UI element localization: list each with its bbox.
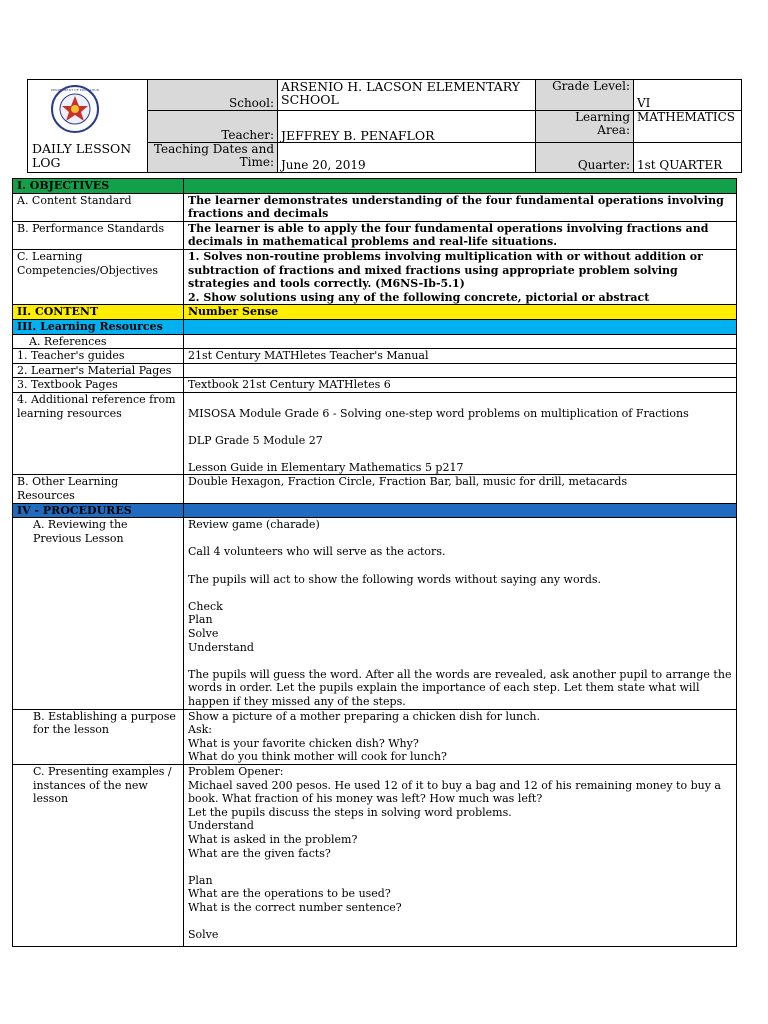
daily-lesson-log-title: DAILY LESSON LOG — [32, 141, 132, 170]
procedure-a-line: Solve — [188, 627, 219, 640]
additional-reference-label: 4. Additional reference from learning resources — [13, 392, 184, 475]
procedure-a-line: The pupils will act to show the following words without saying any words. — [188, 572, 602, 586]
dates-label: Teaching Dates and Time: — [148, 143, 278, 173]
content-standard-label: A. Content Standard — [13, 193, 184, 221]
learners-materials-label: 2. Learner's Material Pages — [13, 363, 184, 378]
procedure-c-line: Understand — [188, 819, 254, 833]
deped-seal-icon — [50, 84, 100, 134]
performance-standard-row — [13, 221, 737, 249]
procedure-c-line: What is asked in the problem? — [188, 832, 358, 846]
procedure-a-line: The pupils will guess the word. After all the words are revealed, ask another pupil to arrange the words in order. Let the pupils explain the importance of each step. Let them state what will happen if they missed any of the steps. — [188, 667, 732, 708]
performance-standard-text: The learner is able to apply the four fundamental operations involving fractions and decimals in mathematical problems and real-life situations. — [184, 221, 737, 249]
competencies-label: C. Learning Competencies/Objectives — [13, 249, 184, 304]
objectives-heading: I. OBJECTIVES — [13, 179, 184, 194]
header-table — [27, 79, 742, 173]
additional-reference-1: MISOSA Module Grade 6 - Solving one-step word problems on multiplication of Fractions — [188, 406, 689, 420]
procedure-c-line: Let the pupils discuss the steps in solving word problems. — [188, 805, 512, 819]
procedure-a-line: Plan — [188, 613, 213, 627]
other-resources-value: Double Hexagon, Fraction Circle, Fraction Bar, ball, music for drill, metacards — [184, 475, 737, 503]
competencies-row — [13, 249, 737, 304]
content-standard-text: The learner demonstrates understanding of the four fundamental operations involving fractions and decimals — [184, 193, 737, 221]
procedure-c-line: Solve — [188, 928, 219, 942]
procedure-a-label: A. Reviewing the Previous Lesson — [13, 518, 184, 709]
competency-2: 2. Show solutions using any of the following concrete, pictorial or abstract — [188, 290, 650, 304]
learning-area-label: Learning Area: — [536, 111, 634, 143]
performance-standard-label: B. Performance Standards — [13, 221, 184, 249]
procedures-heading: IV - PROCEDURES — [13, 503, 184, 518]
quarter-label: Quarter: — [536, 143, 634, 173]
additional-reference-2: DLP Grade 5 Module 27 — [188, 433, 323, 447]
procedure-a-row — [13, 518, 737, 709]
learning-area-value: MATHEMATICS — [634, 111, 742, 143]
lesson-log-table — [12, 178, 737, 947]
other-resources-label: B. Other Learning Resources — [13, 475, 184, 503]
school-label: School: — [148, 80, 278, 111]
textbook-row — [13, 378, 737, 393]
teachers-guides-value: 21st Century MATHletes Teacher's Manual — [184, 349, 737, 364]
content-heading: II. CONTENT — [13, 305, 184, 320]
learners-materials-row — [13, 363, 737, 378]
procedure-a-line: Check — [188, 599, 223, 613]
procedure-c-line: Michael saved 200 pesos. He used 12 of it to buy a bag and 12 of his remaining money to buy a book. What fraction of his money was left? How much was left? — [188, 778, 721, 806]
procedure-b-row — [13, 709, 737, 764]
dates-value: June 20, 2019 — [278, 143, 536, 173]
procedure-c-row — [13, 764, 737, 946]
content-value: Number Sense — [184, 305, 737, 320]
grade-value: VI — [634, 80, 742, 111]
teacher-label: Teacher: — [148, 111, 278, 143]
teacher-value: JEFFREY B. PENAFLOR — [278, 111, 536, 143]
textbook-label: 3. Textbook Pages — [13, 378, 184, 393]
header-logo-cell — [28, 80, 148, 173]
seal-lettering: DEPARTMENT OF EDUCATION — [50, 88, 100, 92]
procedure-b-line: What is your favorite chicken dish? Why? — [188, 736, 419, 750]
resources-heading: III. Learning Resources — [13, 319, 184, 334]
procedure-c-line: What are the operations to be used? — [188, 887, 391, 901]
procedure-a-line: Call 4 volunteers who will serve as the actors. — [188, 545, 446, 559]
procedure-a-line: Review game (charade) — [188, 518, 320, 532]
grade-label: Grade Level: — [536, 80, 634, 111]
content-standard-row — [13, 193, 737, 221]
procedure-c-line: What are the given facts? — [188, 846, 331, 860]
teachers-guides-row — [13, 349, 737, 364]
other-resources-row — [13, 475, 737, 503]
procedure-b-label: B. Establishing a purpose for the lesson — [13, 709, 184, 764]
procedure-b-line: Ask: — [188, 723, 212, 737]
competency-1: 1. Solves non-routine problems involving multiplication with or without addition or subtraction of fractions and mixed fractions using appropriate problem solving strategies and tools correctly. (M6NS-Ib-5.1) — [188, 249, 703, 291]
school-value: ARSENIO H. LACSON ELEMENTARY SCHOOL — [278, 80, 536, 111]
procedure-c-label: C. Presenting examples / instances of the new lesson — [13, 764, 184, 946]
content-heading-row — [13, 305, 737, 320]
procedure-c-line: What is the correct number sentence? — [188, 900, 402, 914]
procedure-c-line: Plan — [188, 873, 213, 887]
resources-heading-row — [13, 319, 737, 334]
procedure-b-line: Show a picture of a mother preparing a chicken dish for lunch. — [188, 709, 540, 723]
procedure-b-line: What do you think mother will cook for lunch? — [188, 750, 447, 764]
references-row — [13, 334, 737, 349]
references-label: A. References — [13, 334, 184, 349]
textbook-value: Textbook 21st Century MATHletes 6 — [184, 378, 737, 393]
teachers-guides-label: 1. Teacher's guides — [13, 349, 184, 364]
additional-reference-row — [13, 392, 737, 475]
procedures-heading-row — [13, 503, 737, 518]
quarter-value: 1st QUARTER — [634, 143, 742, 173]
procedure-a-line: Understand — [188, 640, 254, 654]
procedure-c-line: Problem Opener: — [188, 764, 284, 778]
additional-reference-3: Lesson Guide in Elementary Mathematics 5 p217 — [188, 460, 464, 474]
objectives-heading-row — [13, 179, 737, 194]
